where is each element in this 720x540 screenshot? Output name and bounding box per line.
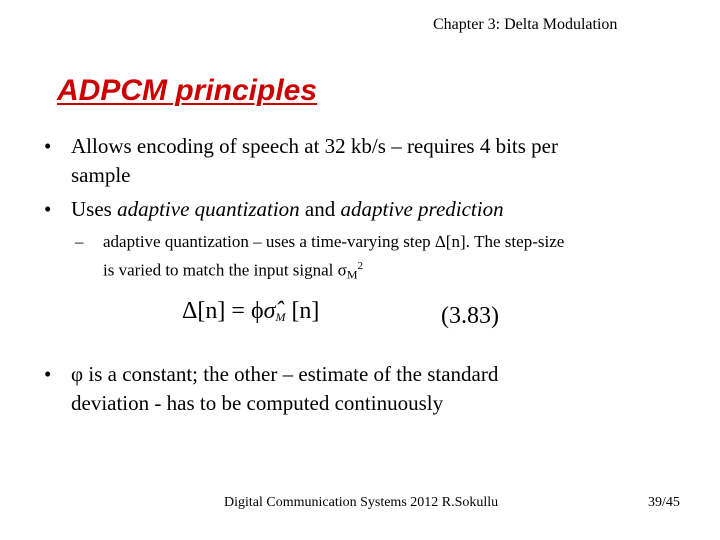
sub-bullet-line2-text: is varied to match the input signal σ xyxy=(103,260,347,280)
bullet-3-line2: deviation - has to be computed continuously xyxy=(71,391,444,415)
bullet-dot: • xyxy=(44,197,52,221)
bullet-1-line1: Allows encoding of speech at 32 kb/s – requires 4 bits per xyxy=(71,134,558,158)
equation xyxy=(182,298,319,325)
chapter-header: Chapter 3: Delta Modulation xyxy=(433,16,618,33)
bullet-1-line2: sample xyxy=(71,163,131,187)
bullet-2-text xyxy=(71,195,504,224)
slide-title: ADPCM principles xyxy=(57,74,318,107)
footer-text: Digital Communication Systems 2012 R.Sokullu xyxy=(224,495,499,510)
bullet-2-emphasis-2: adaptive prediction xyxy=(340,197,504,221)
sub-bullet-sigma-sup: 2 xyxy=(357,260,363,272)
equation-number: (3.83) xyxy=(441,303,499,329)
bullet-dot: • xyxy=(44,362,52,386)
bullet-2-mid: and xyxy=(299,197,341,221)
sub-bullet-sigma-sub: M xyxy=(346,267,358,282)
page-number: 39/45 xyxy=(648,495,680,510)
bullet-2-prefix: Uses xyxy=(71,197,118,221)
equation-sigma-sub: M xyxy=(275,310,286,324)
sub-bullet-line1: adaptive quantization – uses a time-varying step Δ[n]. The step-size xyxy=(103,232,565,251)
sub-bullet-line2 xyxy=(103,254,363,287)
bullet-dot: • xyxy=(44,134,52,158)
bullet-3-line1: φ is a constant; the other – estimate of the standard xyxy=(71,362,499,386)
equation-lhs: Δ[n] = ϕ xyxy=(182,298,264,324)
equation-sigma: σ̂ xyxy=(263,298,276,324)
equation-rhs: [n] xyxy=(291,298,320,324)
sub-bullet-dash: – xyxy=(75,232,84,251)
bullet-2-emphasis-1: adaptive quantization xyxy=(117,197,300,221)
